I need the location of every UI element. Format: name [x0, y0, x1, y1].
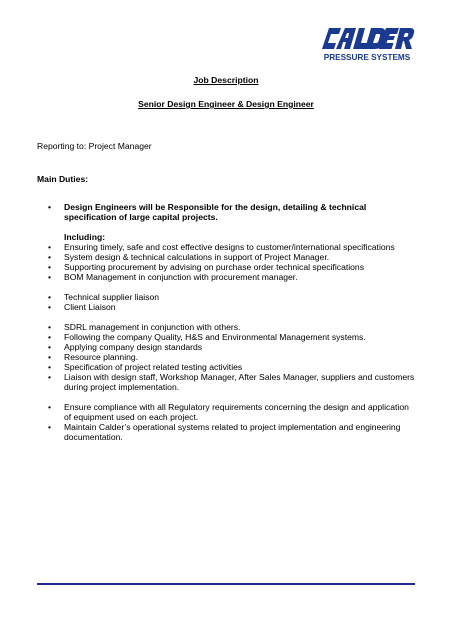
list-item-text: BOM Management in conjunction with procurement manager. — [64, 272, 298, 282]
bullet-icon: • — [48, 342, 52, 352]
list-item — [48, 342, 418, 352]
list-item-text: Maintain Calder’s operational systems related to project implementation and engineering documentation. — [64, 422, 401, 442]
list-item-lead — [48, 202, 418, 222]
list-gap — [48, 392, 418, 402]
bullet-icon: • — [48, 302, 52, 312]
bullet-icon: • — [48, 372, 52, 382]
list-item — [48, 402, 418, 422]
bullet-icon: • — [48, 332, 52, 342]
duties-list — [48, 202, 418, 442]
list-item-text: Client Liaison — [64, 302, 116, 312]
list-item — [48, 352, 418, 362]
footer-divider — [37, 583, 415, 585]
list-item — [48, 362, 418, 372]
list-item — [48, 332, 418, 342]
reporting-line: Reporting to: Project Manager — [37, 141, 152, 151]
list-item-text: Ensure compliance with all Regulatory requirements concerning the design and application of equipment used on each project. — [64, 402, 409, 422]
main-duties-label: Main Duties: — [37, 174, 89, 184]
list-item-text: System design & technical calculations in support of Project Manager. — [64, 252, 330, 262]
bullet-icon: • — [48, 202, 52, 212]
list-item-text: Supporting procurement by advising on purchase order technical specifications — [64, 262, 364, 272]
list-item-text: Resource planning. — [64, 352, 139, 362]
list-item — [48, 322, 418, 332]
list-gap — [48, 282, 418, 292]
bullet-icon: • — [48, 422, 52, 432]
calder-logo-graphic — [315, 24, 415, 64]
list-item-text: Ensuring timely, safe and cost effective designs to customer/international specifications — [64, 242, 395, 252]
list-item-text: Following the company Quality, H&S and Environmental Management systems. — [64, 332, 366, 342]
list-item-text: Liaison with design staff, Workshop Manager, After Sales Manager, suppliers and customers during project implementation. — [64, 372, 415, 392]
list-item — [48, 422, 418, 442]
logo-tagline: PRESSURE SYSTEMS — [323, 53, 411, 62]
bullet-icon: • — [48, 252, 52, 262]
list-gap — [48, 312, 418, 322]
list-item-text: Specification of project related testing activities — [64, 362, 243, 372]
bullet-icon: • — [48, 242, 52, 252]
bullet-icon: • — [48, 352, 52, 362]
list-item — [48, 292, 418, 302]
list-item-text: Applying company design standards — [64, 342, 203, 352]
bullet-icon: • — [48, 292, 52, 302]
bullet-icon: • — [48, 402, 52, 412]
bullet-icon: • — [48, 262, 52, 272]
list-item — [48, 252, 418, 262]
bullet-icon: • — [48, 272, 52, 282]
list-item — [48, 242, 418, 252]
list-item — [48, 372, 418, 392]
list-item-text: Technical supplier liaison — [64, 292, 160, 302]
document-heading: Job Description — [193, 75, 259, 85]
company-logo — [315, 24, 415, 64]
list-item — [48, 302, 418, 312]
bullet-icon: • — [48, 322, 52, 332]
including-label: Including: — [64, 232, 106, 242]
bullet-icon: • — [48, 362, 52, 372]
list-item-text: SDRL management in conjunction with others. — [64, 322, 241, 332]
list-item — [48, 262, 418, 272]
list-item-text: Design Engineers will be Responsible for the design, detailing & technical specification of large capital projects. — [64, 202, 367, 222]
list-item — [48, 272, 418, 282]
document-subheading: Senior Design Engineer & Design Engineer — [138, 99, 314, 109]
